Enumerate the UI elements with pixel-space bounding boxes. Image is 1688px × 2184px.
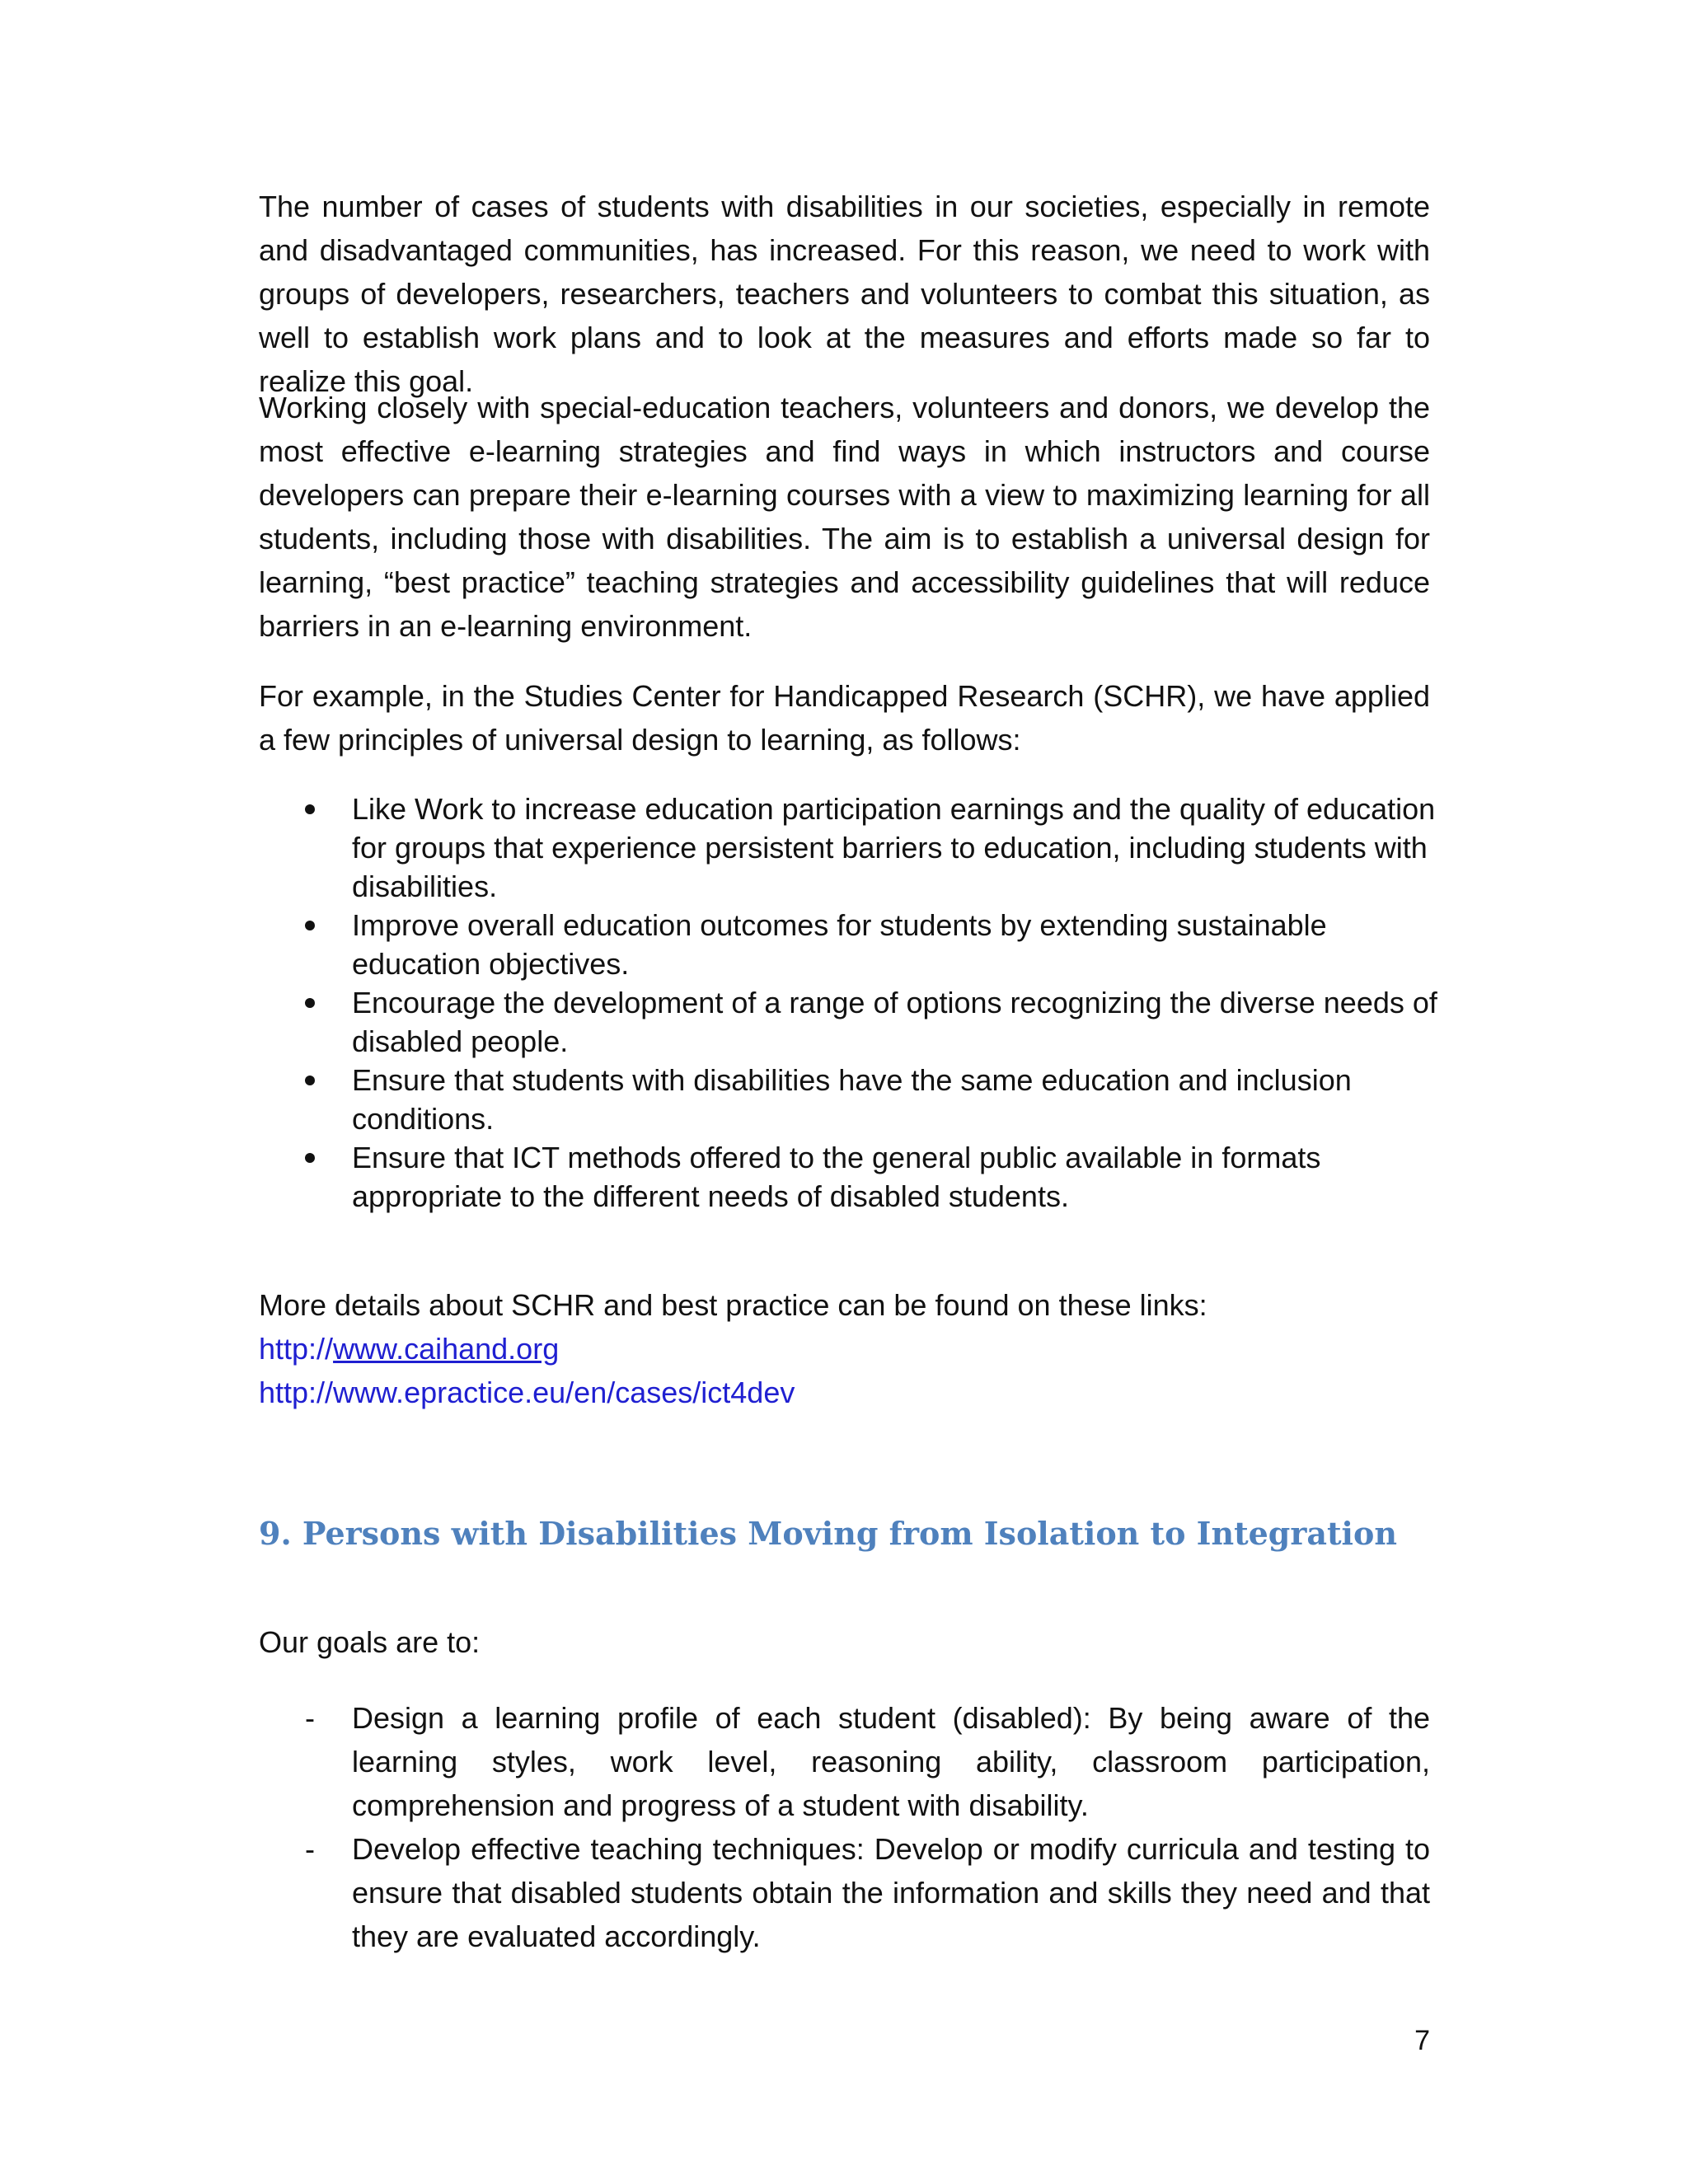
section-heading: 9. Persons with Disabilities Moving from Isolation to Integration <box>259 1515 1397 1552</box>
links-intro: More details about SCHR and best practice can be found on these links: <box>259 1288 1207 1322</box>
epractice-link[interactable]: http://www.epractice.eu/en/cases/ict4dev <box>259 1376 795 1409</box>
links-block <box>259 1283 1430 1414</box>
list-item <box>297 1061 1442 1138</box>
dash-marker: - <box>305 1832 315 1866</box>
list-item-text: Design a learning profile of each student (disabled): By being aware of the learning styles, work level, reasoning ability, classroom participation, comprehension and progress of a student with disability. <box>352 1701 1430 1822</box>
goals-list <box>297 1696 1430 1958</box>
bullet-icon <box>305 921 315 930</box>
list-item-text: Develop effective teaching techniques: Develop or modify curricula and testing to ensure that disabled students obtain the information and skills they need and that they are evaluated accordingly. <box>352 1832 1430 1953</box>
bullet-icon <box>305 998 315 1008</box>
link-prefix[interactable]: http:// <box>259 1332 334 1366</box>
list-item <box>297 906 1442 983</box>
page-number: 7 <box>1414 2025 1430 2056</box>
paragraph-intro: The number of cases of students with disabilities in our societies, especially in remote and disadvantaged communities, has increased. For this reason, we need to work with groups of developers, researchers, teachers and volunteers to combat this situation, as well to establish work plans and to look at the measures and efforts made so far to realize this goal. <box>259 190 1430 398</box>
list-item-text: Encourage the development of a range of options recognizing the diverse needs of disabled people. <box>352 986 1437 1058</box>
list-item <box>297 1827 1430 1958</box>
paragraph-strategies: Working closely with special-education teachers, volunteers and donors, we develop the most effective e-learning strategies and find ways in which instructors and course developers can prepare their e-learning courses with a view to maximizing learning for all students, including those with disabilities. The aim is to establish a universal design for learning, “best practice” teaching strategies and accessibility guidelines that will reduce barriers in an e-learning environment. <box>259 391 1430 643</box>
list-item <box>297 983 1442 1061</box>
list-item-text: Improve overall education outcomes for students by extending sustainable education objectives. <box>352 908 1327 981</box>
list-item-text: Ensure that students with disabilities have the same education and inclusion conditions. <box>352 1063 1352 1136</box>
paragraph-example: For example, in the Studies Center for Handicapped Research (SCHR), we have applied a few principles of universal design to learning, as follows: <box>259 679 1430 757</box>
list-item <box>297 790 1442 906</box>
caihand-link[interactable] <box>259 1327 1430 1371</box>
bullet-icon <box>305 1076 315 1085</box>
principles-list <box>297 790 1442 1216</box>
list-item-text: Like Work to increase education participation earnings and the quality of education for groups that experience persistent barriers to education, including students with disabilities. <box>352 792 1436 903</box>
list-item <box>297 1138 1442 1216</box>
list-item <box>297 1696 1430 1827</box>
bullet-icon <box>305 804 315 814</box>
bullet-icon <box>305 1153 315 1163</box>
goals-intro: Our goals are to: <box>259 1625 481 1659</box>
dash-marker: - <box>305 1701 315 1735</box>
list-item-text: Ensure that ICT methods offered to the general public available in formats appropriate to the different needs of disabled students. <box>352 1141 1321 1213</box>
link-domain[interactable]: www.caihand.org <box>333 1332 560 1366</box>
